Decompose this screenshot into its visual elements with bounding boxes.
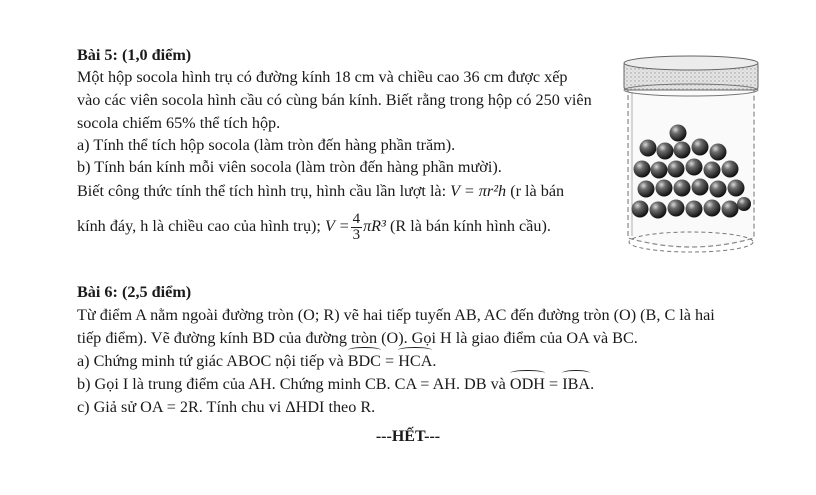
chocolate-ball [668,161,685,178]
bai6-paragraph-line-1: Từ điểm A nằm ngoài đường tròn (O; R) vẽ hai tiếp tuyến AB, AC đến đường tròn (O) (B, C là hai [77,306,715,324]
bai5-paragraph-line-2: vào các viên socola hình cầu có cùng bán kính. Biết rằng trong hộp có 250 viên [77,91,592,109]
fraction-denominator: 3 [352,226,361,243]
chocolate-ball [722,201,739,218]
chocolate-ball [656,180,673,197]
chocolate-ball [651,162,668,179]
cylinder-volume-formula: V = πr²h [450,182,507,200]
chocolate-jar-illustration [618,52,764,262]
cylinder-formula-note: (r là bán [510,182,565,200]
bai5-formula-line-2 [77,209,551,243]
bai6-qa-text: a) Chứng minh tứ giác ABOC nội tiếp và [77,352,344,370]
chocolate-ball [638,181,655,198]
sphere-volume-rhs: πR³ [363,217,386,235]
bai5-formula-line-1 [77,180,564,202]
chocolate-ball [640,140,657,157]
chocolate-ball [674,180,691,197]
chocolate-ball [728,180,745,197]
chocolate-ball [674,142,691,159]
sphere-formula-note: (R là bán kính hình cầu). [389,217,551,235]
bai6-paragraph-line-2: tiếp điểm). Vẽ đường kính BD của đường tròn (O). Gọi H là giao điểm của OA và BC. [77,329,638,347]
sphere-volume-lhs: V = [324,217,350,235]
qb-equals: = [549,375,559,393]
formula-intro: Biết công thức tính thể tích hình trụ, hình cầu lần lượt là: [77,182,447,200]
chocolate-ball [686,159,703,176]
arc-odh: ODH [509,375,545,393]
end-mark: ---HẾT--- [375,428,441,445]
bai6-title: Bài 6: (2,5 điểm) [77,283,192,301]
bai5-question-b: b) Tính bán kính mỗi viên socola (làm tròn đến hàng phần mười). [77,158,502,176]
bai6-qb-text: b) Gọi I là trung điểm của AH. Chứng minh CB. CA = AH. DB và [77,375,506,393]
qa-period: . [432,352,437,370]
formula-line2-text: kính đáy, h là chiều cao của hình trụ); [77,217,321,235]
chocolate-ball [704,162,721,179]
chocolate-ball [722,161,739,178]
chocolate-ball [668,200,685,217]
arc-bdc: BDC [347,352,381,370]
chocolate-ball [650,202,667,219]
bai5-question-a: a) Tính thể tích hộp socola (làm tròn đến hàng phần trăm). [77,136,456,154]
fraction-numerator: 4 [352,210,361,227]
bai5-title: Bài 5: (1,0 điểm) [77,46,192,64]
bai6-question-b [77,373,594,395]
chocolate-ball [710,144,727,161]
chocolate-ball [634,161,651,178]
chocolate-ball [686,201,703,218]
qa-equals: = [385,352,395,370]
bai6-question-a [77,350,436,372]
arc-iba: IBA [562,375,591,393]
chocolate-ball [692,179,709,196]
four-thirds-fraction [351,212,363,243]
chocolate-ball [692,139,709,156]
bai5-paragraph-line-3: socola chiếm 65% thể tích hộp. [77,114,281,132]
qb-period: . [590,375,595,393]
chocolate-ball [704,200,721,217]
bai6-question-c: c) Giả sử OA = 2R. Tính chu vi ΔHDI theo R. [77,398,376,416]
chocolate-ball [632,201,649,218]
chocolate-ball [710,181,727,198]
arc-hca: HCA [398,352,433,370]
chocolate-ball [737,197,751,211]
chocolate-ball [670,125,687,142]
jar-lid-top [624,56,758,70]
chocolate-ball [657,143,674,160]
bai5-paragraph-line-1: Một hộp socola hình trụ có đường kính 18 cm và chiều cao 36 cm được xếp [77,68,568,86]
